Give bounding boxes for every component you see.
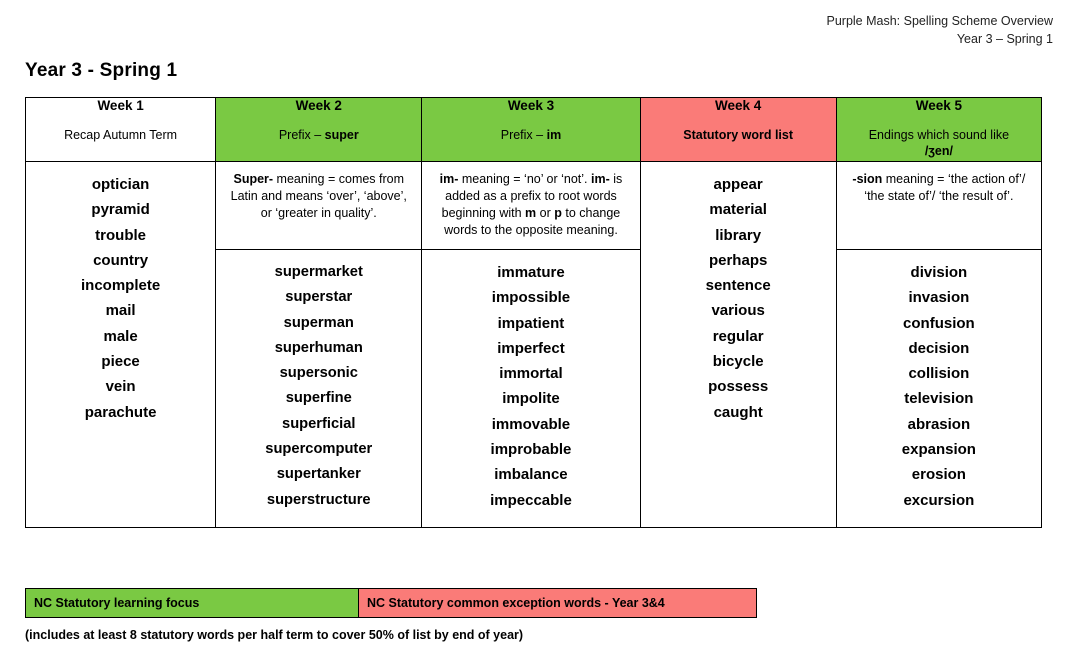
word-item: material [709,201,767,219]
week-subtitle-5-bold: /ʒen/ [924,144,953,158]
word-item: parachute [84,403,157,421]
spelling-overview-table [25,97,1042,528]
word-item: caught [713,403,763,421]
word-item: erosion [911,466,966,484]
explanation-week3-bold-2: im- [591,172,610,186]
word-list-week1 [26,162,215,439]
word-item: excursion [903,491,975,509]
word-item: mail [105,302,136,320]
week-label-5: Week 5 [915,98,963,113]
word-item: impeccable [490,491,572,509]
word-item: expansion [901,441,976,459]
week-subtitle-5-line1: Endings which sound like [868,128,1010,142]
header-line-1: Purple Mash: Spelling Scheme Overview [826,14,1053,28]
week-subtitle-2-prefix: Prefix – [278,128,325,142]
explanation-week5 [837,162,1041,215]
word-item: television [904,390,974,408]
word-item: impatient [497,314,565,332]
word-item: supercomputer [265,441,373,458]
word-item: collision [908,365,970,383]
word-item: superficial [282,415,356,432]
word-item: supersonic [279,365,358,382]
word-item: incomplete [80,277,161,295]
word-item: superhuman [274,339,363,356]
legend-red: NC Statutory common exception words - Year 3&4 [359,588,757,618]
explanation-week2-text: meaning = comes from Latin and means ‘over’, ‘above’, or ‘greater in quality’. [230,172,407,220]
word-list-week2 [216,250,421,527]
word-item: invasion [908,289,970,307]
word-item: immortal [499,365,563,383]
word-item: pyramid [91,201,150,219]
word-item: superstructure [266,491,371,508]
word-item: trouble [95,226,146,244]
week-label-3: Week 3 [507,98,555,113]
explanation-week5-bold: -sion [852,172,883,186]
explanation-week3-bold-4: p [554,206,562,220]
word-item: perhaps [708,251,768,269]
cell-week3-explanation [422,162,640,250]
word-item: bicycle [712,353,764,371]
word-item: various [711,302,765,320]
word-item: country [93,251,149,269]
word-item: immovable [491,415,571,433]
word-item: appear [713,176,763,193]
word-item: division [910,264,968,281]
week-label-2: Week 2 [295,98,342,113]
document-header [827,12,1054,48]
week-subtitle-3-prefix: Prefix – [500,128,547,142]
word-item: superman [283,314,354,331]
explanation-week3-text-1: meaning = ‘no’ or ‘not’. [458,172,588,186]
explanation-week3-text-3: or [536,206,555,220]
explanation-week2 [216,162,421,232]
word-item: supertanker [276,466,361,483]
week-subtitle-1: Recap Autumn Term [64,128,178,142]
word-item: superstar [285,289,353,306]
word-item: vein [105,378,136,396]
word-item: sentence [705,277,771,295]
week-subtitle-2-bold: super [324,128,359,142]
week-subtitle-3-bold: im [546,128,562,142]
header-line-2: Year 3 – Spring 1 [956,32,1053,46]
table-body-row [26,162,1042,250]
week-subtitle-3 [422,127,639,143]
word-item: impossible [491,289,571,307]
header-cell-week5 [836,98,1041,162]
header-cell-week3 [422,98,640,162]
week-subtitle-5 [837,127,1041,159]
word-item: superfine [285,390,352,407]
explanation-week3-bold-1: im- [439,172,459,186]
word-item: regular [712,327,764,345]
word-item: impolite [502,390,560,408]
week-subtitle-4-bold: Statutory word list [683,128,794,142]
cell-week2-words [216,250,422,528]
word-item: supermarket [274,264,363,280]
cell-week5-explanation [836,162,1041,250]
word-item: piece [101,353,140,371]
word-item: improbable [490,441,572,459]
legend-green: NC Statutory learning focus [25,588,359,618]
explanation-week5-text: meaning = ‘the action of’/ ‘the state of’/ ‘the result of’. [864,172,1026,203]
word-item: decision [908,339,970,357]
week-label-4: Week 4 [715,98,762,113]
word-item: imperfect [497,339,565,357]
cell-week1-words [26,162,216,528]
word-item: male [103,327,138,345]
word-item: optician [91,176,150,193]
word-item: confusion [903,314,975,332]
word-item: possess [708,378,769,396]
word-item: abrasion [907,415,971,433]
page-title: Year 3 - Spring 1 [25,60,178,81]
word-item: library [715,226,762,244]
header-cell-week1 [26,98,216,162]
legend [25,588,757,618]
explanation-week3-bold-3: m [525,206,537,220]
week-subtitle-4 [641,127,836,143]
cell-week5-words [836,250,1041,528]
word-item: immature [497,264,565,281]
word-list-week3 [422,250,639,527]
footnote: (includes at least 8 statutory words per half term to cover 50% of list by end of year) [25,628,524,642]
explanation-week2-bold: Super- [233,172,274,186]
cell-week4-words [640,162,836,528]
word-list-week4 [641,162,836,439]
explanation-week3-text-4: to change words to the opposite meaning. [444,206,621,237]
explanation-week3 [422,162,639,249]
table-header-row [26,98,1042,162]
week-label-1: Week 1 [97,98,144,113]
explanation-week3-text-2: is added as a prefix to root words beginning with [441,172,623,220]
header-cell-week2 [216,98,422,162]
header-cell-week4 [640,98,836,162]
week-subtitle-2 [216,127,421,143]
word-list-week5 [837,250,1041,527]
cell-week2-explanation [216,162,422,250]
cell-week3-words [422,250,640,528]
word-item: imbalance [494,466,568,484]
